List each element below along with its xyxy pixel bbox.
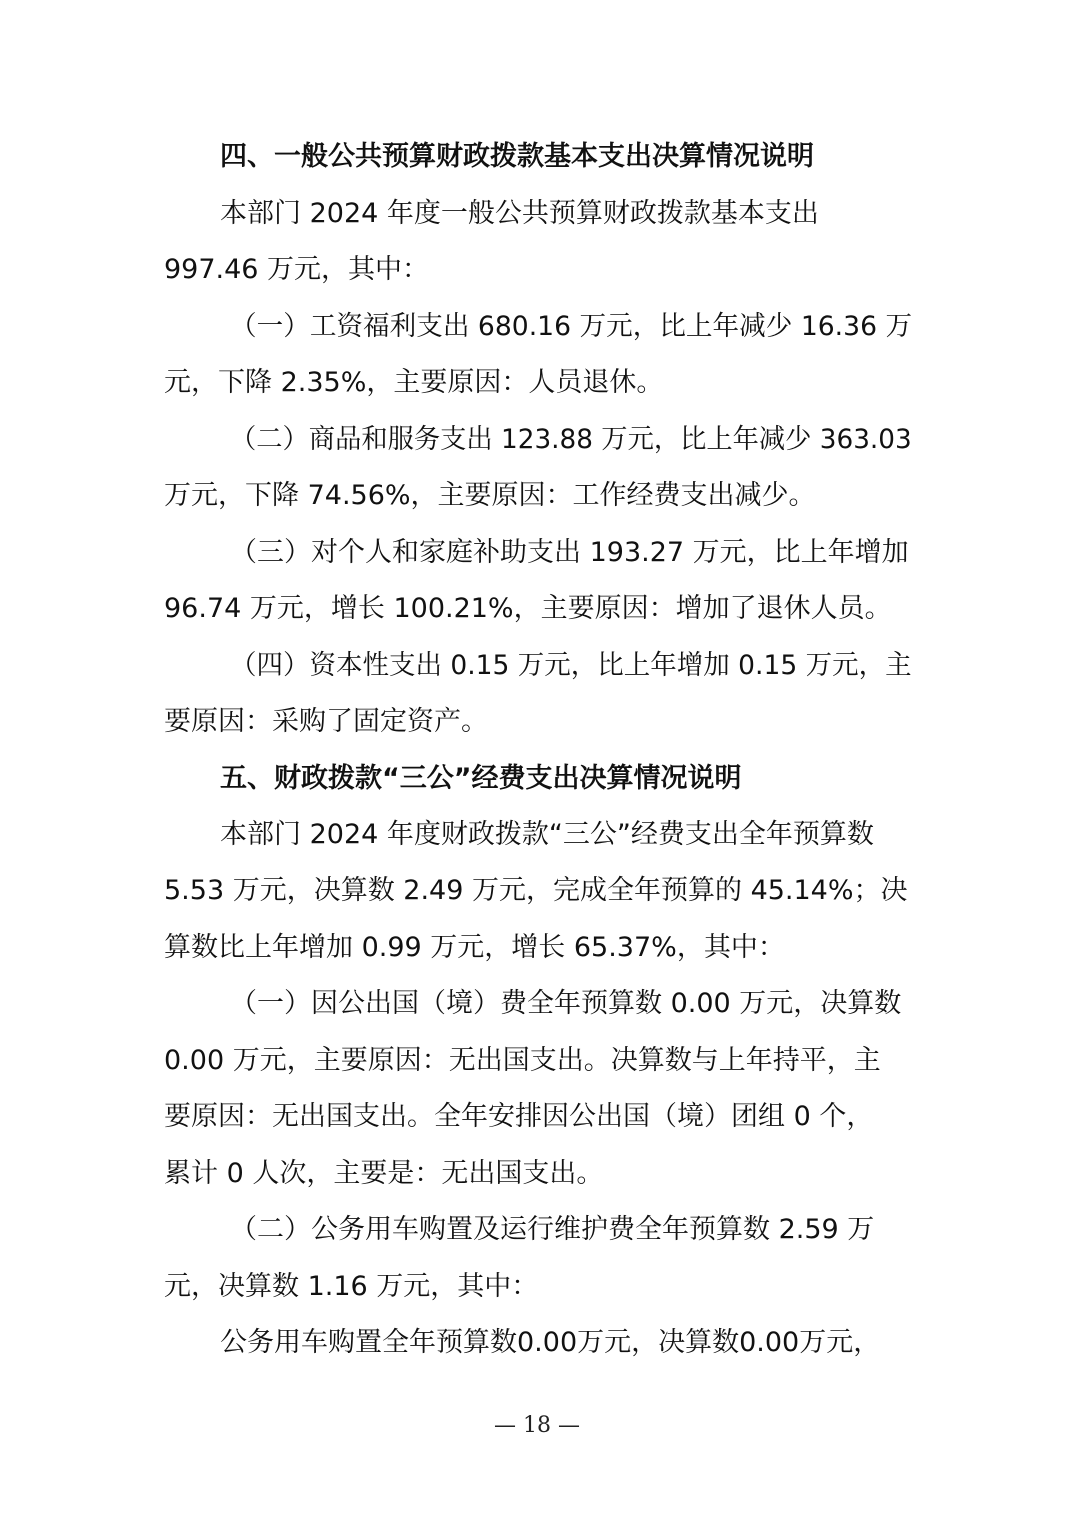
section5-heading: 五、财政拨款“三公”经费支出决算情况说明: [220, 763, 742, 794]
section4-intro-line-2: 997.46 万元，其中：: [164, 254, 430, 285]
item2-line-2: 万元，下降 74.56%，主要原因：工作经费支出减少。: [164, 480, 816, 511]
item2-line-1: （二）商品和服务支出 123.88 万元，比上年减少 363.03: [230, 424, 912, 455]
item4-line-1: （四）资本性支出 0.15 万元，比上年增加 0.15 万元，主: [230, 650, 912, 681]
section5-intro-line-1: 本部门 2024 年度财政拨款“三公”经费支出全年预算数: [220, 819, 874, 850]
item1-line-2: 元，下降 2.35%，主要原因：人员退休。: [164, 367, 664, 398]
travel-item-line-2: 0.00 万元，主要原因：无出国支出。决算数与上年持平，主: [164, 1045, 881, 1076]
section4-heading: 四、一般公共预算财政拨款基本支出决算情况说明: [220, 141, 814, 172]
section5-intro-line-2: 5.53 万元，决算数 2.49 万元，完成全年预算的 45.14%；决: [164, 875, 908, 906]
travel-item-line-3: 要原因：无出国支出。全年安排因公出国（境）团组 0 个，: [164, 1101, 874, 1132]
item1-line-1: （一）工资福利支出 680.16 万元，比上年减少 16.36 万: [230, 311, 913, 342]
section5-intro-line-3: 算数比上年增加 0.99 万元，增长 65.37%，其中：: [164, 932, 785, 963]
vehicle-item-line-2: 元，决算数 1.16 万元，其中：: [164, 1271, 539, 1302]
item4-line-2: 要原因：采购了固定资产。: [164, 706, 488, 737]
vehicle-item-line-1: （二）公务用车购置及运行维护费全年预算数 2.59 万: [230, 1214, 875, 1245]
item3-line-1: （三）对个人和家庭补助支出 193.27 万元，比上年增加: [230, 537, 909, 568]
travel-item-line-4: 累计 0 人次，主要是：无出国支出。: [164, 1158, 604, 1189]
page-number: — 18 —: [494, 1413, 580, 1438]
item3-line-2: 96.74 万元，增长 100.21%，主要原因：增加了退休人员。: [164, 593, 892, 624]
vehicle-purchase-line: 公务用车购置全年预算数0.00万元，决算数0.00万元，: [220, 1327, 881, 1358]
section4-intro-line-1: 本部门 2024 年度一般公共预算财政拨款基本支出: [220, 198, 819, 229]
travel-item-line-1: （一）因公出国（境）费全年预算数 0.00 万元，决算数: [230, 988, 902, 1019]
